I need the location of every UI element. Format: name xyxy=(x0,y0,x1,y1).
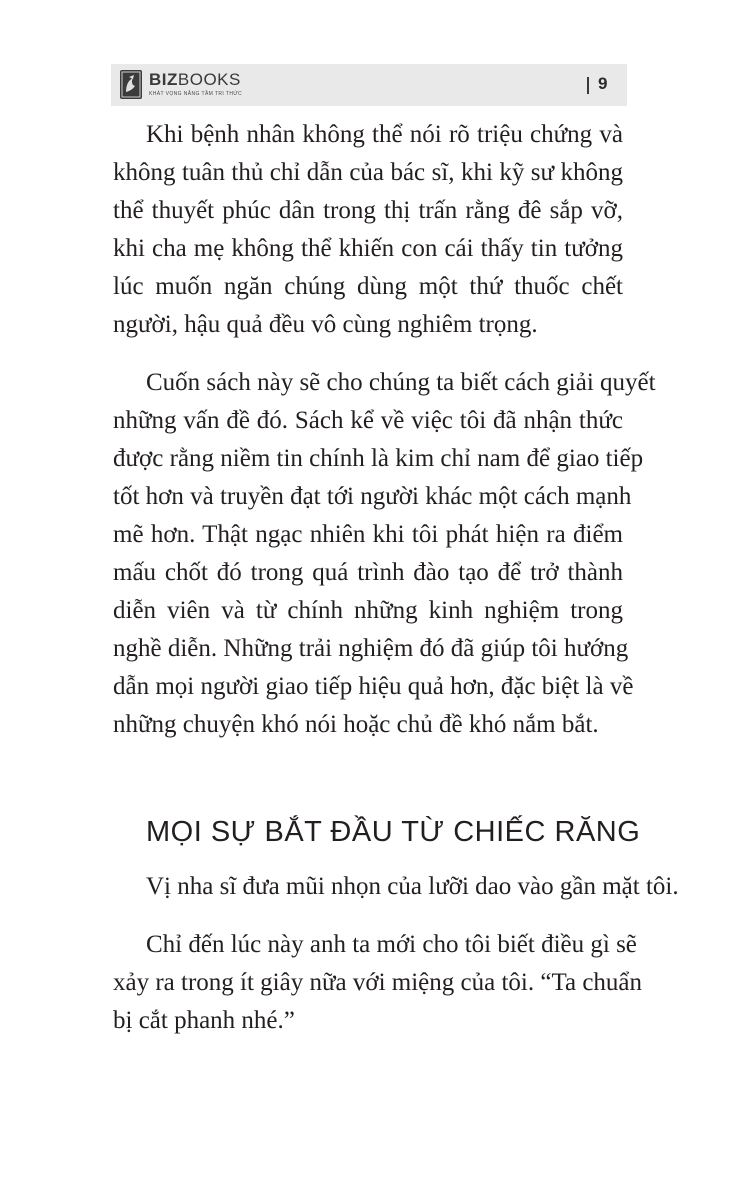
body-text-line: Vị nha sĩ đưa mũi nhọn của lưỡi dao vào gần mặt tôi. xyxy=(146,873,679,900)
body-text-line: được rằng niềm tin chính là kim chỉ nam để giao tiếp xyxy=(113,445,644,472)
body-text-line: những vấn đề đó. Sách kể về việc tôi đã nhận thức xyxy=(113,407,623,434)
body-text-line: thể thuyết phúc dân trong thị trấn rằng đê sắp vỡ, xyxy=(113,197,623,224)
body-text-line: Khi bệnh nhân không thể nói rõ triệu chứng và xyxy=(146,121,623,148)
brand-name-bold: BIZ xyxy=(149,70,178,89)
body-text-line: Chỉ đến lúc này anh ta mới cho tôi biết điều gì sẽ xyxy=(146,931,637,958)
body-text-line: khi cha mẹ không thể khiến con cái thấy tin tưởng xyxy=(113,235,623,262)
body-text-line: mấu chốt đó trong quá trình đào tạo để trở thành xyxy=(113,559,623,586)
body-text-line: mẽ hơn. Thật ngạc nhiên khi tôi phát hiện ra điểm xyxy=(113,521,623,548)
body-text-line: bị cắt phanh nhé.” xyxy=(113,1007,295,1034)
body-text-line: xảy ra trong ít giây nữa với miệng của tôi. “Ta chuẩn xyxy=(113,969,643,996)
body-text-line: Cuốn sách này sẽ cho chúng ta biết cách giải quyết xyxy=(146,369,656,396)
body-text-line: người, hậu quả đều vô cùng nghiêm trọng. xyxy=(113,311,538,338)
page-header xyxy=(111,64,627,106)
brand-name xyxy=(149,71,241,89)
body-text-line: tốt hơn và truyền đạt tới người khác một cách mạnh xyxy=(113,483,632,510)
brand-tagline: KHÁT VỌNG NÂNG TẦM TRI THỨC xyxy=(149,91,243,97)
body-text-line: diễn viên và từ chính những kinh nghiệm trong xyxy=(113,597,623,624)
page-number-divider xyxy=(587,77,589,94)
page-number: 9 xyxy=(598,74,608,93)
section-heading: MỌI SỰ BẮT ĐẦU TỪ CHIẾC RĂNG xyxy=(146,816,641,848)
body-text-line: nghề diễn. Những trải nghiệm đó đã giúp tôi hướng xyxy=(113,635,629,662)
brand-name-rest: BOOKS xyxy=(177,70,241,89)
bizbooks-logo-icon xyxy=(120,70,142,99)
body-text-line: lúc muốn ngăn chúng dùng một thứ thuốc chết xyxy=(113,273,623,300)
body-text-line: không tuân thủ chỉ dẫn của bác sĩ, khi kỹ sư không xyxy=(113,159,623,186)
body-text-line: những chuyện khó nói hoặc chủ đề khó nắm bắt. xyxy=(113,711,599,738)
body-text-line: dẫn mọi người giao tiếp hiệu quả hơn, đặc biệt là về xyxy=(113,673,634,700)
